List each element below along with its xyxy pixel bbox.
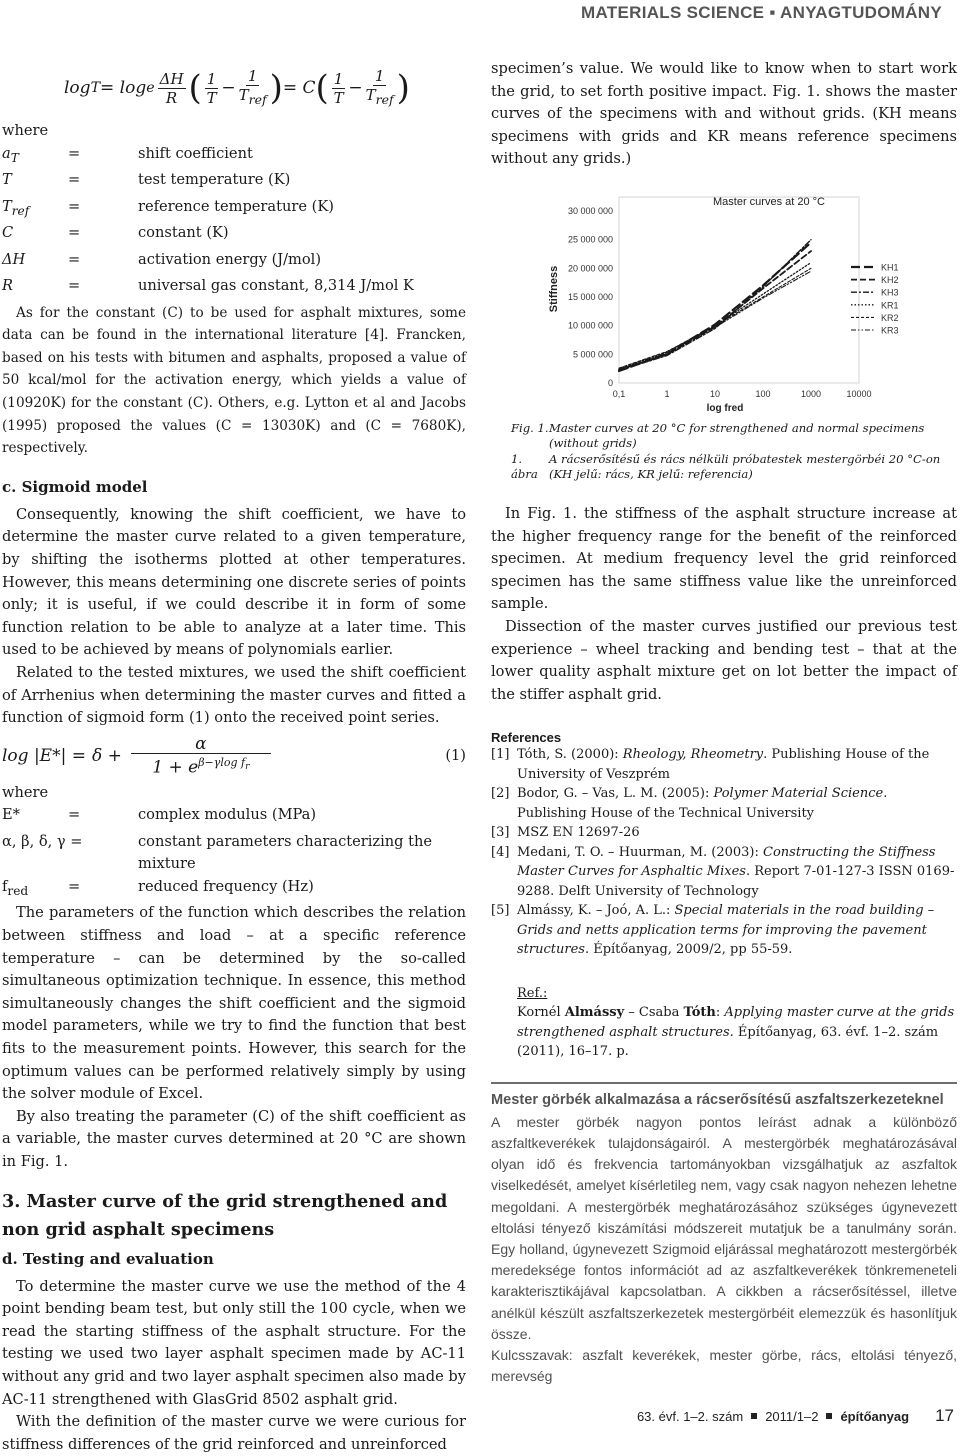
section-3-title: 3. Master curve of the grid strengthened and non grid asphalt specimens [2, 1190, 448, 1240]
hungarian-keywords: Kulcsszavak: aszfalt keverékek, mester görbe, rács, eltolási tényező, merevség [491, 1347, 957, 1385]
formula-frac-1-tref-2: $\frac{1}{T_{ref}}$ [365, 67, 394, 107]
series-line-kh1 [619, 242, 811, 371]
citation-box [491, 984, 957, 1062]
formula-sub-t: T [90, 80, 101, 96]
series-line-kr1 [619, 263, 811, 369]
left-column [2, 58, 466, 1456]
x-tick-label: 1000 [800, 388, 822, 399]
y-tick-label: 30 000 000 [567, 205, 613, 216]
paragraph-sigmoid-2: Related to the tested mixtures, we used the shift coefficient of Arrhenius when determining the master curves and fitted a function of sigmoid form (1) onto the received point series. [2, 663, 466, 727]
paragraph-specimen-value: specimen’s value. We would like to know when to start work the grid, to set forth positive impact. Fig. 1. shows the master curves of the specimens with and without grids. (KH means specimens with grids and KR means reference specimens without any grids.) [491, 60, 957, 168]
right-column [491, 58, 957, 1387]
y-tick-label: 20 000 000 [567, 263, 613, 274]
references-heading: References [491, 730, 562, 746]
y-tick-label: 10 000 000 [567, 320, 613, 331]
figure-caption-en: Master curves at 20 °C for strengthened and normal specimens (without grids) [549, 420, 925, 451]
x-tick-label: 100 [755, 388, 771, 399]
paragraph-treating-c: By also treating the parameter (C) of the shift coefficient as a variable, the master curves determined at 20 °C are shown in Fig. 1. [2, 1107, 466, 1170]
variable-row: α, β, δ, γ = constant parameters characterizing the mixture [2, 832, 433, 873]
plot-area [619, 197, 859, 383]
x-axis-label: log fred [706, 402, 744, 414]
variable-row: ΔH = activation energy (J/mol) [2, 250, 322, 268]
hungarian-abstract [491, 1082, 957, 1388]
sigmoid-delta: δ + [91, 745, 122, 766]
journal-section-title: MATERIALS SCIENCE ▪ ANYAGTUDOMÁNY [581, 3, 942, 22]
variable-row: $a_T$ = shift coefficient [2, 144, 253, 165]
footer-volume: 63. évf. 1–2. szám [636, 1408, 744, 1424]
formula-frac-dh-r: $\frac{\Delta H}{R}$ [159, 69, 184, 107]
y-tick-label: 25 000 000 [567, 234, 613, 245]
where-label-2: where [2, 783, 49, 801]
footer-brand: építőanyag [840, 1408, 910, 1424]
page-footer [637, 1406, 954, 1426]
y-tick-label: 5 000 000 [572, 349, 613, 360]
formula-e: e [146, 80, 155, 96]
hungarian-abstract-title: Mester görbék alkalmazása a rácserősítésű aszfaltszerkezeteknel [491, 1091, 944, 1108]
legend-label-kh2: KH2 [881, 275, 899, 286]
formula-log: log [64, 78, 91, 98]
sigmoid-equation [2, 730, 466, 782]
page-number: 17 [935, 1406, 954, 1425]
legend-label-kr3: KR3 [881, 325, 899, 336]
reference-item: [5] Almássy, K. – Joó, A. L.: Special materials in the road building – Grids and netts application terms for improving the pavement structures. Építőanyag, 2009/2, pp 55-59. [491, 903, 935, 958]
legend-label-kh3: KH3 [881, 287, 899, 298]
equation-number: (1) [445, 747, 466, 765]
formula-frac-1-t-2: $\frac{1}{T}$ [333, 69, 344, 107]
heading-sigmoid-model: c. Sigmoid model [2, 477, 148, 496]
citation-label: Ref.: [517, 985, 548, 1001]
where-label-1: where [2, 122, 49, 139]
reference-item: [2] Bodor, G. – Vas, L. M. (2005): Polymer Material Science. Publishing House of the Technical University [491, 786, 888, 821]
y-tick-label: 0 [607, 377, 613, 388]
variable-list-2 [2, 804, 466, 902]
legend-label-kh1: KH1 [881, 262, 899, 273]
y-tick-label: 15 000 000 [567, 291, 613, 302]
x-tick-label: 10 [709, 388, 721, 399]
legend-label-kr1: KR1 [881, 300, 899, 311]
citation-text: Kornél Almássy – Csaba Tóth: Applying master curve at the grids strengthened asphalt structures. Építőanyag, 63. évf. 1–2. szám (2011), 16–17. p. [517, 1005, 955, 1060]
variable-row: $f_{red}$ = reduced frequency (Hz) [2, 877, 314, 898]
x-tick-label: 10000 [846, 388, 872, 399]
footer-year: 2011/1–2 [765, 1408, 819, 1424]
reference-item: [3] MSZ EN 12697-26 [491, 825, 640, 841]
arrhenius-formula: log T = log e $\frac{\Delta H}{R}$ ( $\frac{1}{T}$ − $\frac{1}{T_{ref}}$ ) = C ( $\frac{1}{T}$ − $\frac{1}{T_{ref}}$ ) [64, 67, 410, 108]
formula-frac-1-t: $\frac{1}{T}$ [206, 69, 217, 107]
hungarian-abstract-text: A mester görbék nagyon pontos leírást adnak a különböző aszfaltkeverékek tulajdonságairól. A mestergörbék meghatározásával olyan idő és frekvencia tartományokban vizsgálhatjuk az aszfaltok viselkedését, amelyet kísérletileg nem, vagy csak nagyon nehezen lehetne megoldani. A mestergörbék meghatározásához szükséges úgynevezett eltolási tényező kiszámítási módszereit mutatjuk be a tanulmány során. Egy holland, úgynevezett Szigmoid eljárással meghatározott mestergörbék meredeksége fontos információt ad az aszfaltkeverékek tönkremeneteli karakterisztikájával kapcsolatban. A cikkben a rácserősítéssel, illetve anélkül készült aszfaltszerkezetek mestergörbéit elemezzük és hasonlítjuk össze. [491, 1113, 957, 1342]
reference-item: [1] Tóth, S. (2000): Rheology, Rheometry. Publishing House of the University of Veszprém [491, 747, 930, 782]
paragraph-sigmoid-1: Consequently, knowing the shift coefficient, we have to determine the master curve related to a given temperature, by shifting the isotherms plotted at other temperatures. However, this means determining one discrete series of points only; it is useful, if we could describe it in form of some function relation to be able to analyze at a later time. This used to be achieved by means of polynomials earlier. [2, 505, 466, 659]
figure-number-en: Fig. 1. [511, 420, 549, 435]
reference-list [491, 745, 957, 960]
chart-title: Master curves at 20 °C [713, 195, 825, 208]
formula-frac-1-tref: $\frac{1}{T_{ref}}$ [238, 67, 267, 107]
variable-row: C = constant (K) [2, 224, 229, 242]
series-line-kh3 [619, 240, 811, 371]
journal-header [0, 0, 960, 26]
paragraph-fig1-discussion: In Fig. 1. the stiffness of the asphalt structure increase at the higher frequency range for the benefit of the reinforced specimen. At medium frequency level the grid reinforced specimen has the same stiffness value like the unreinforced sample. [491, 504, 957, 613]
master-curves-chart [491, 183, 957, 415]
x-tick-label: 1 [664, 388, 670, 399]
x-tick-label: 0,1 [612, 388, 626, 399]
paragraph-dissection: Dissection of the master curves justified our previous test experience – wheel tracking and bending test – that at the lower quality asphalt mixture get on lot better the impact of the stiffer asphalt grid. [491, 617, 957, 703]
y-axis-label: Stiffness [548, 265, 560, 313]
formula-eq-c: = C [282, 78, 316, 98]
formula-eq: = log [100, 78, 147, 98]
variable-row: E* = complex modulus (MPa) [2, 806, 317, 824]
figure-number-hu: 1. ábra [511, 451, 538, 482]
footer-separator [751, 1413, 757, 1419]
footer-separator [826, 1413, 832, 1419]
paragraph-parameters: The parameters of the function which describes the relation between stiffness and load – at a specific reference temperature – can be determined by the so-called simultaneous optimization technique. In essence, this method simultaneously changes the shift coefficient and the sigmoid model parameters, while we try to find the function that best fits to the measurement points. However, this search for the optimum values can be performed relatively simply by using the solver module of Excel. [2, 904, 466, 1103]
paragraph-testing-2: With the definition of the master curve we were curious for stiffness differences of the grid reinforced and unreinforced [2, 1413, 466, 1453]
legend-label-kr2: KR2 [881, 312, 899, 323]
figure-caption-hu: A rácserősítésű és rács nélküli próbatestek mestergörbéi 20 °C-on (KH jelű: rács, KR jelű: referencia) [549, 451, 941, 482]
heading-testing-evaluation: d. Testing and evaluation [2, 1249, 214, 1268]
variable-row: T = test temperature (K) [2, 171, 291, 189]
master-curves-svg [491, 183, 957, 415]
sigmoid-fraction: $\frac{\alpha}{1 + e^{\beta-\gamma log f_r}}$ [131, 735, 271, 777]
reference-item: [4] Medani, T. O. – Huurman, M. (2003): Constructing the Stiffness Master Curves for Asphaltic Mixes. Report 7-01-127-3 ISSN 0169-9288. Delft University of Technology [491, 844, 955, 899]
paragraph-testing-1: To determine the master curve we use the method of the 4 point bending beam test, but only still the 100 cycle, when we read the starting stiffness of the asphalt structure. For the testing we used two layer asphalt specimen made by AC-11 without any grid and two layer asphalt specimen also made by AC-11 strengthened with GlasGrid 8502 asphalt grid. [2, 1277, 466, 1408]
variable-row: R = universal gas constant, 8,314 J/mol K [2, 277, 414, 295]
variable-list-1 [2, 143, 466, 302]
variable-row: $T_{ref}$ = reference temperature (K) [2, 197, 334, 218]
sigmoid-lhs: log |E*| = [2, 745, 86, 766]
paragraph-constant-c: As for the constant (C) to be used for asphalt mixtures, some data can be found in the international literature [4]. Francken, based on his tests with bitumen and asphalts, proposed a value of 50 kcal/mol for the activation energy, which yields a value of (10920K) for the constant (C). Others, e.g. Lytton et al and Jacobs (1995) proposed the values (C = 13030K) and (C = 7680K), respectively. [2, 304, 466, 457]
figure-caption [491, 421, 957, 483]
series-line-kr2 [619, 268, 811, 368]
